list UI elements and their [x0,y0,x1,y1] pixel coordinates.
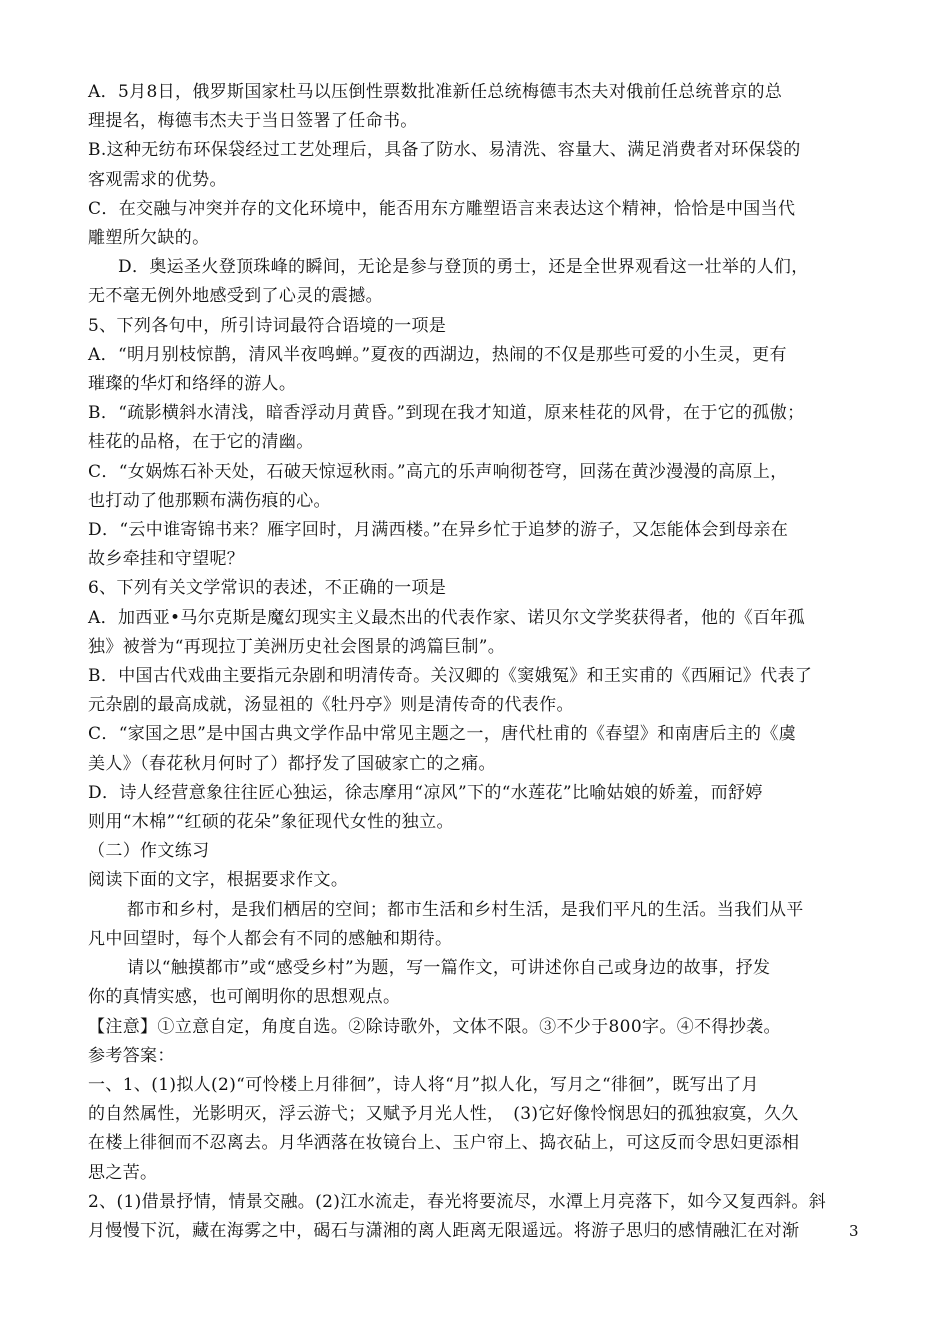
answers-heading: 参考答案： [88,1045,175,1066]
text-line: 美人》（春花秋月何时了）都抒发了国破家亡的之痛。 [88,753,496,774]
text-line: 一、1、(1)拟人(2)“可怜楼上月徘徊”，诗人将“月”拟人化，写月之“徘徊”，既写出了月 [88,1074,759,1095]
text-line: C．在交融与冲突并存的文化环境中，能否用东方雕塑语言来表达这个精神，恰恰是中国当代 [88,198,796,219]
text-line: 的自然属性，光影明灭，浮云游弋；又赋予月光人性， (3)它好像怜悯思妇的孤独寂寞，久久 [88,1104,799,1125]
text-line: 请以“触摸都市”或“感受乡村”为题，写一篇作文，可讲述你自己或身边的故事，抒发 [127,958,771,979]
text-line: 元杂剧的最高成就，汤显祖的《牡丹亭》则是清传奇的代表作。 [88,695,574,716]
question-heading: 5、下列各句中，所引诗词最符合语境的一项是 [88,315,447,336]
section-heading: （二）作文练习 [88,841,210,862]
text-line: A．加西亚•马尔克斯是魔幻现实主义最杰出的代表作家、诺贝尔文学奖获得者，他的《百年孤 [88,607,806,628]
text-line: 独》被誉为“再现拉丁美洲历史社会图景的鸿篇巨制”。 [88,636,506,657]
text-line: B．“疏影横斜水清浅，暗香浮动月黄昏。”到现在我才知道，原来桂花的风骨，在于它的孤傲； [88,403,805,424]
text-line: 也打动了他那颗布满伤痕的心。 [88,490,331,511]
page-number: 3 [849,1222,859,1240]
text-line: 你的真情实感，也可阐明你的思想观点。 [88,987,401,1008]
text-line: 客观需求的优势。 [88,169,227,190]
text-line: 桂花的品格，在于它的清幽。 [88,432,314,453]
text-line: 理提名，梅德韦杰夫于当日签署了任命书。 [88,111,418,132]
text-line: 则用“木棉”“红硕的花朵”象征现代女性的独立。 [88,812,454,833]
text-line: C．“家国之思”是中国古典文学作品中常见主题之一，唐代杜甫的《春望》和南唐后主的《虞 [88,724,797,745]
text-line: 故乡牵挂和守望呢？ [88,549,245,570]
text-line: 月慢慢下沉，藏在海雾之中，碣石与潇湘的离人距离无限遥远。将游子思归的感情融汇在对渐 [88,1220,800,1241]
text-line: C．“女娲炼石补天处，石破天惊逗秋雨。”高亢的乐声响彻苍穹，回荡在黄沙漫漫的高原上， [88,461,788,482]
text-line: 在楼上徘徊而不忍离去。月华洒落在妆镜台上、玉户帘上、捣衣砧上，可这反而令思妇更添相 [88,1133,800,1154]
text-line: 2、(1)借景抒情，情景交融。(2)江水流走，春光将要流尽，水潭上月亮落下，如今又复西斜。斜 [88,1191,827,1212]
text-line: B.这种无纺布环保袋经过工艺处理后，具备了防水、易清洗、容量大、满足消费者对环保袋的 [88,140,801,161]
question-heading: 6、下列有关文学常识的表述，不正确的一项是 [88,578,447,599]
text-line: A．5月8日，俄罗斯国家杜马以压倒性票数批准新任总统梅德韦杰夫对俄前任总统普京的总 [88,82,783,102]
note-line: 【注意】①立意自定，角度自选。②除诗歌外，文体不限。③不少于800字。④不得抄袭。 [88,1016,781,1037]
document-body [88,78,866,1246]
text-line: D．奥运圣火登顶珠峰的瞬间，无论是参与登顶的勇士，还是全世界观看这一壮举的人们， [118,257,809,278]
text-line: 璀璨的华灯和络绎的游人。 [88,374,297,395]
text-line: D．诗人经营意象往往匠心独运，徐志摩用“凉风”下的“水莲花”比喻姑娘的娇羞，而舒婷 [88,782,763,803]
text-line: B．中国古代戏曲主要指元杂剧和明清传奇。关汉卿的《窦娥冤》和王实甫的《西厢记》代表了 [88,666,813,687]
text-line: 凡中回望时，每个人都会有不同的感触和期待。 [88,928,453,949]
text-line: 无不毫无例外地感受到了心灵的震撼。 [88,286,383,307]
text-line: 阅读下面的文字，根据要求作文。 [88,870,349,891]
text-line: 雕塑所欠缺的。 [88,228,210,249]
text-line: 都市和乡村，是我们栖居的空间；都市生活和乡村生活，是我们平凡的生活。当我们从平 [127,899,804,920]
text-line: D．“云中谁寄锦书来？雁字回时，月满西楼。”在异乡忙于追梦的游子，又怎能体会到母亲在 [88,520,789,541]
text-line: 思之苦。 [88,1162,158,1183]
text-line: A．“明月别枝惊鹊，清风半夜鸣蝉。”夏夜的西湖边，热闹的不仅是那些可爱的小生灵，更有 [88,344,787,365]
